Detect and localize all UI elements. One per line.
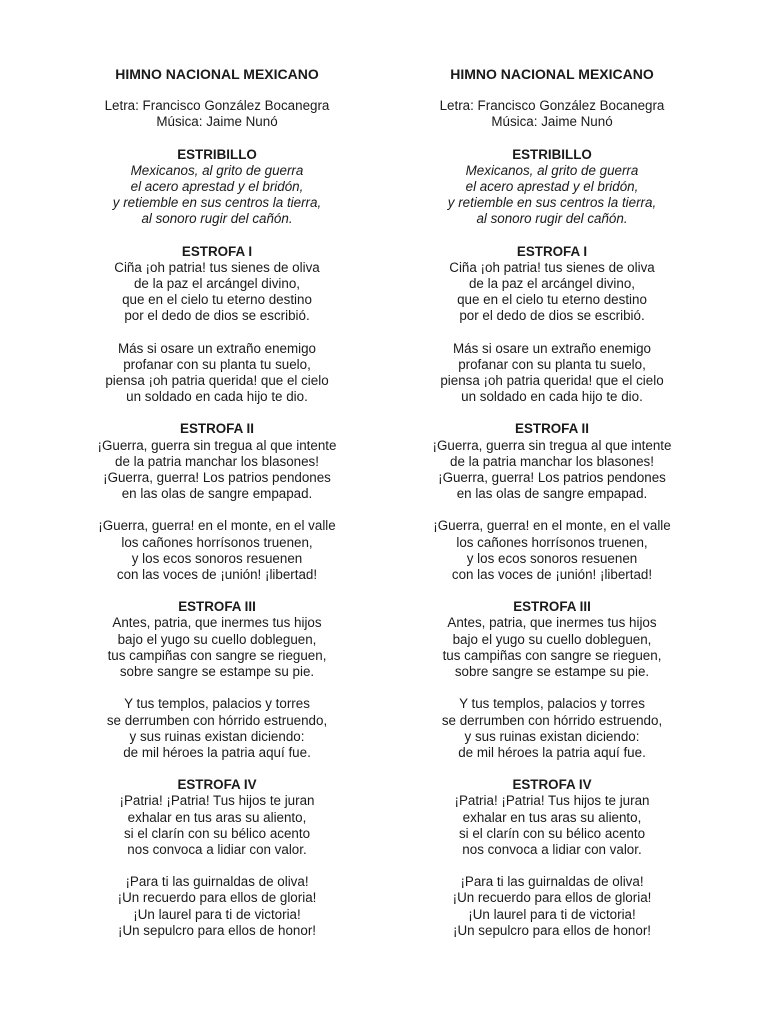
stanza xyxy=(402,341,702,406)
verse-line: ¡Guerra, guerra! en el monte, en el valle xyxy=(433,518,671,534)
verse-line: bajo el yugo su cuello dobleguen, xyxy=(117,631,317,647)
anthem-title: HIMNO NACIONAL MEXICANO xyxy=(115,66,319,82)
verse-line: los cañones horrísonos truenen, xyxy=(456,534,648,550)
verse-line: se derrumben con hórrido estruendo, xyxy=(106,712,328,728)
estrofa-4-heading: ESTROFA IV xyxy=(177,777,257,793)
music-credit: Música: Jaime Nunó xyxy=(156,114,278,130)
estribillo-stanza xyxy=(402,163,702,228)
verse-line: piensa ¡oh patria querida! que el cielo xyxy=(105,373,329,389)
verse-line: con las voces de ¡unión! ¡libertad! xyxy=(116,567,318,583)
estrofa-1-section xyxy=(67,244,367,406)
estrofa-2-heading: ESTROFA II xyxy=(180,421,254,437)
verse-line: de la paz el arcángel divino, xyxy=(133,276,300,292)
stanza xyxy=(67,341,367,406)
verse-line: los cañones horrísonos truenen, xyxy=(121,534,313,550)
verse-line: ¡Un sepulcro para ellos de honor! xyxy=(453,922,651,938)
anthem-title: HIMNO NACIONAL MEXICANO xyxy=(450,66,654,82)
verse-line: al sonoro rugir del cañón. xyxy=(141,211,293,227)
verse-line: por el dedo de dios se escribió. xyxy=(124,308,310,324)
estrofa-1-heading: ESTROFA I xyxy=(516,243,588,259)
verse-line: Ciña ¡oh patria! tus sienes de oliva xyxy=(449,259,655,275)
verse-line: y retiemble en sus centros la tierra, xyxy=(112,195,322,211)
verse-line: nos convoca a lidiar con valor. xyxy=(127,841,307,857)
verse-line: Mexicanos, al grito de guerra xyxy=(130,162,304,178)
verse-line: ¡Guerra, guerra sin tregua al que intente xyxy=(97,437,337,453)
estrofa-3-section xyxy=(402,599,702,761)
music-credit: Música: Jaime Nunó xyxy=(491,114,613,130)
stanza xyxy=(402,615,702,680)
estrofa-1-heading: ESTROFA I xyxy=(181,243,253,259)
estrofa-1-section xyxy=(402,244,702,406)
estrofa-4-heading: ESTROFA IV xyxy=(512,777,592,793)
verse-line: si el clarín con su bélico acento xyxy=(458,825,646,841)
estrofa-4-section xyxy=(67,777,367,939)
verse-line: sobre sangre se estampe su pie. xyxy=(454,664,650,680)
verse-line: el acero aprestad y el bridón, xyxy=(130,179,304,195)
verse-line: ¡Guerra, guerra! Los patrios pendones xyxy=(103,470,331,486)
verse-line: profanar con su planta tu suelo, xyxy=(123,356,311,372)
estribillo-stanza xyxy=(67,163,367,228)
estrofa-2-section xyxy=(67,421,367,583)
verse-line: Antes, patria, que inermes tus hijos xyxy=(112,615,322,631)
verse-line: ¡Un recuerdo para ellos de gloria! xyxy=(117,890,317,906)
verse-line: que en el cielo tu eterno destino xyxy=(122,292,312,308)
verse-line: nos convoca a lidiar con valor. xyxy=(462,841,642,857)
stanza xyxy=(402,696,702,761)
verse-line: y los ecos sonoros resuenen xyxy=(466,550,638,566)
estrofa-3-heading: ESTROFA III xyxy=(513,599,591,615)
verse-line: de mil héroes la patria aquí fue. xyxy=(123,744,311,760)
verse-line: por el dedo de dios se escribió. xyxy=(459,308,645,324)
stanza xyxy=(67,696,367,761)
verse-line: en las olas de sangre empapad. xyxy=(456,486,648,502)
verse-line: ¡Guerra, guerra! en el monte, en el valle xyxy=(98,518,336,534)
verse-line: un soldado en cada hijo te dio. xyxy=(461,389,643,405)
verse-line: exhalar en tus aras su aliento, xyxy=(462,809,642,825)
verse-line: y los ecos sonoros resuenen xyxy=(131,550,303,566)
verse-line: tus campiñas con sangre se rieguen, xyxy=(107,647,327,663)
stanza xyxy=(67,438,367,503)
verse-line: exhalar en tus aras su aliento, xyxy=(127,809,307,825)
verse-line: y sus ruinas existan diciendo: xyxy=(129,728,305,744)
anthem-column-left xyxy=(67,66,367,955)
credits xyxy=(402,98,702,130)
verse-line: con las voces de ¡unión! ¡libertad! xyxy=(451,567,653,583)
verse-line: bajo el yugo su cuello dobleguen, xyxy=(452,631,652,647)
stanza xyxy=(402,518,702,583)
estrofa-4-section xyxy=(402,777,702,939)
verse-line: Más si osare un extraño enemigo xyxy=(453,340,651,356)
verse-line: se derrumben con hórrido estruendo, xyxy=(441,712,663,728)
verse-line: ¡Un sepulcro para ellos de honor! xyxy=(118,922,316,938)
stanza xyxy=(67,793,367,858)
estrofa-2-heading: ESTROFA II xyxy=(515,421,589,437)
anthem-column-right xyxy=(402,66,702,955)
verse-line: profanar con su planta tu suelo, xyxy=(458,356,646,372)
verse-line: si el clarín con su bélico acento xyxy=(123,825,311,841)
verse-line: sobre sangre se estampe su pie. xyxy=(119,664,315,680)
verse-line: Y tus templos, palacios y torres xyxy=(459,696,645,712)
stanza xyxy=(402,260,702,325)
stanza xyxy=(67,260,367,325)
verse-line: que en el cielo tu eterno destino xyxy=(457,292,647,308)
verse-line: ¡Un laurel para ti de victoria! xyxy=(468,906,636,922)
verse-line: ¡Guerra, guerra sin tregua al que intente xyxy=(432,437,672,453)
verse-line: ¡Para ti las guirnaldas de oliva! xyxy=(125,874,309,890)
estribillo-heading: ESTRIBILLO xyxy=(512,146,592,162)
verse-line: Mexicanos, al grito de guerra xyxy=(465,162,639,178)
stanza xyxy=(67,874,367,939)
verse-line: Antes, patria, que inermes tus hijos xyxy=(447,615,657,631)
verse-line: y sus ruinas existan diciendo: xyxy=(464,728,640,744)
verse-line: de la patria manchar los blasones! xyxy=(115,453,319,469)
estrofa-3-section xyxy=(67,599,367,761)
verse-line: ¡Patria! ¡Patria! Tus hijos te juran xyxy=(119,793,315,809)
stanza xyxy=(402,793,702,858)
estribillo-heading: ESTRIBILLO xyxy=(177,146,257,162)
verse-line: de la paz el arcángel divino, xyxy=(468,276,635,292)
verse-line: un soldado en cada hijo te dio. xyxy=(126,389,308,405)
verse-line: el acero aprestad y el bridón, xyxy=(465,179,639,195)
stanza xyxy=(67,518,367,583)
estrofa-3-heading: ESTROFA III xyxy=(178,599,256,615)
verse-line: ¡Guerra, guerra! Los patrios pendones xyxy=(438,470,666,486)
estrofa-2-section xyxy=(402,421,702,583)
lyrics-credit: Letra: Francisco González Bocanegra xyxy=(104,98,330,114)
verse-line: tus campiñas con sangre se rieguen, xyxy=(442,647,662,663)
estribillo-section xyxy=(402,147,702,228)
verse-line: ¡Patria! ¡Patria! Tus hijos te juran xyxy=(454,793,650,809)
verse-line: de mil héroes la patria aquí fue. xyxy=(458,744,646,760)
verse-line: de la patria manchar los blasones! xyxy=(450,453,654,469)
verse-line: al sonoro rugir del cañón. xyxy=(476,211,628,227)
stanza xyxy=(402,874,702,939)
credits xyxy=(67,98,367,130)
verse-line: piensa ¡oh patria querida! que el cielo xyxy=(440,373,664,389)
stanza xyxy=(402,438,702,503)
lyrics-credit: Letra: Francisco González Bocanegra xyxy=(439,98,665,114)
verse-line: ¡Un recuerdo para ellos de gloria! xyxy=(452,890,652,906)
verse-line: y retiemble en sus centros la tierra, xyxy=(447,195,657,211)
verse-line: ¡Un laurel para ti de victoria! xyxy=(133,906,301,922)
stanza xyxy=(67,615,367,680)
verse-line: Y tus templos, palacios y torres xyxy=(124,696,310,712)
verse-line: Más si osare un extraño enemigo xyxy=(118,340,316,356)
verse-line: ¡Para ti las guirnaldas de oliva! xyxy=(460,874,644,890)
verse-line: Ciña ¡oh patria! tus sienes de oliva xyxy=(114,259,320,275)
estribillo-section xyxy=(67,147,367,228)
verse-line: en las olas de sangre empapad. xyxy=(121,486,313,502)
